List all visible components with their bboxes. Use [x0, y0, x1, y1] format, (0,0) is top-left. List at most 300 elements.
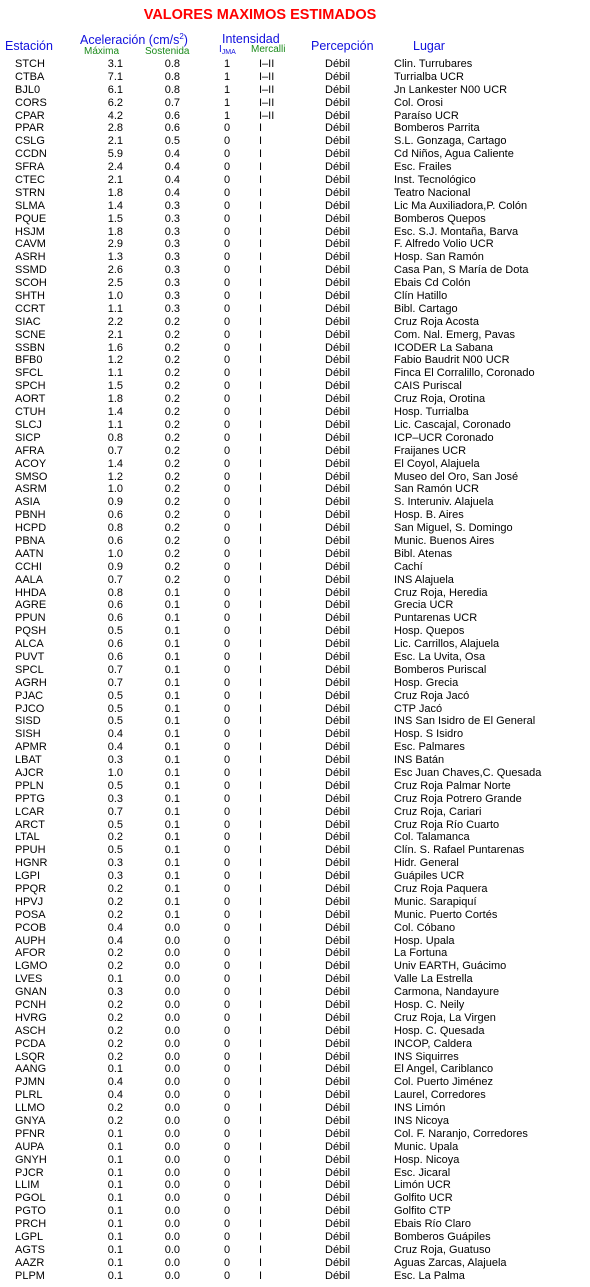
perception: Débil: [325, 676, 351, 689]
location: INCOP, Caldera: [394, 1037, 473, 1050]
location: Munic. Puerto Cortés: [394, 908, 498, 921]
accel-max: 0.3: [107, 870, 123, 883]
intensity-mercalli: I: [259, 1127, 263, 1140]
table-row: [0, 922, 590, 935]
table-row: [0, 625, 590, 638]
table-row: [0, 1270, 590, 1283]
table-row: [0, 458, 590, 471]
location: Col. Puerto Jiménez: [394, 1076, 494, 1089]
station-code: SCNE: [15, 328, 46, 341]
accel-max: 2.4: [107, 161, 123, 174]
station-code: CCHI: [15, 560, 42, 573]
perception: Débil: [325, 831, 351, 844]
table-row: [0, 561, 590, 574]
table-row: [0, 548, 590, 561]
accel-sustained: 0.1: [164, 599, 180, 612]
station-table: [0, 58, 590, 1283]
station-code: PCNH: [15, 999, 47, 1012]
perception: Débil: [325, 380, 351, 393]
accel-sustained: 0.0: [164, 1076, 180, 1089]
location: Cd Niños, Agua Caliente: [394, 148, 514, 161]
intensity-jma: 0: [223, 1269, 231, 1282]
accel-sustained: 0.3: [164, 251, 180, 264]
table-row: [0, 161, 590, 174]
location: Hosp. Turrialba: [394, 406, 469, 419]
location: Cruz Roja Jacó: [394, 689, 470, 702]
table-row: [0, 290, 590, 303]
intensity-mercalli: I: [259, 251, 263, 264]
table-row: [0, 122, 590, 135]
table-row: [0, 831, 590, 844]
accel-max: 0.2: [107, 1102, 123, 1115]
table-row: [0, 973, 590, 986]
intensity-mercalli: I: [259, 199, 263, 212]
intensity-jma: 0: [223, 560, 231, 573]
perception: Débil: [325, 1024, 351, 1037]
accel-sustained: 0.1: [164, 844, 180, 857]
station-code: AATN: [15, 547, 44, 560]
intensity-jma: 0: [223, 1115, 231, 1128]
table-row: [0, 445, 590, 458]
intensity-jma: 0: [223, 779, 231, 792]
accel-max: 0.5: [107, 818, 123, 831]
location: Clín Hatillo: [394, 290, 448, 303]
intensity-mercalli: I: [259, 290, 263, 303]
accel-sustained: 0.0: [164, 1153, 180, 1166]
accel-sustained: 0.1: [164, 728, 180, 741]
accel-sustained: 0.8: [164, 58, 180, 70]
location: Clín. S. Rafael Puntarenas: [394, 844, 525, 857]
location: Lic Ma Auxiliadora,P. Colón: [394, 199, 528, 212]
intensity-jma: 0: [223, 908, 231, 921]
header-estacion: Estación: [5, 39, 53, 53]
station-code: PUVT: [15, 650, 45, 663]
location: S. Interuniv. Alajuela: [394, 496, 494, 509]
table-row: [0, 793, 590, 806]
location: Cruz Roja, Orotina: [394, 393, 486, 406]
intensity-mercalli: I: [259, 444, 263, 457]
perception: Débil: [325, 754, 351, 767]
intensity-jma: 0: [223, 741, 231, 754]
intensity-mercalli: I: [259, 1140, 263, 1153]
intensity-jma: 0: [223, 792, 231, 805]
accel-sustained: 0.1: [164, 754, 180, 767]
accel-max: 2.1: [107, 328, 123, 341]
perception: Débil: [325, 818, 351, 831]
location: Guápiles UCR: [394, 870, 465, 883]
location: Turrialba UCR: [394, 70, 464, 83]
intensity-mercalli: I: [259, 650, 263, 663]
accel-sustained: 0.2: [164, 418, 180, 431]
location: Cruz Roja, Heredia: [394, 586, 488, 599]
location: Bomberos Puriscal: [394, 663, 487, 676]
accel-max: 0.2: [107, 1037, 123, 1050]
station-code: PCDA: [15, 1037, 46, 1050]
intensity-jma: 0: [223, 1127, 231, 1140]
perception: Débil: [325, 212, 351, 225]
intensity-jma: 0: [223, 650, 231, 663]
accel-sustained: 0.0: [164, 947, 180, 960]
accel-sustained: 0.3: [164, 212, 180, 225]
location: Inst. Tecnológico: [394, 174, 476, 187]
station-code: SFRA: [15, 161, 45, 174]
station-code: SSBN: [15, 341, 45, 354]
table-row: [0, 174, 590, 187]
intensity-mercalli: I: [259, 766, 263, 779]
table-row: [0, 303, 590, 316]
intensity-mercalli: I: [259, 225, 263, 238]
intensity-jma: 0: [223, 483, 231, 496]
table-row: [0, 71, 590, 84]
table-row: [0, 960, 590, 973]
location: INS Nicoya: [394, 1115, 450, 1128]
accel-sustained: 0.1: [164, 650, 180, 663]
accel-sustained: 0.8: [164, 83, 180, 96]
intensity-mercalli: I: [259, 728, 263, 741]
perception: Débil: [325, 109, 351, 122]
perception: Débil: [325, 573, 351, 586]
accel-max: 0.5: [107, 625, 123, 638]
perception: Débil: [325, 947, 351, 960]
intensity-jma: 0: [223, 290, 231, 303]
accel-max: 6.2: [107, 96, 123, 109]
station-code: HHDA: [15, 586, 47, 599]
intensity-mercalli: I: [259, 418, 263, 431]
accel-max: 0.2: [107, 895, 123, 908]
intensity-jma: 0: [223, 1063, 231, 1076]
accel-max: 0.4: [107, 728, 123, 741]
table-row: [0, 819, 590, 832]
intensity-jma: 0: [223, 393, 231, 406]
intensity-mercalli: I: [259, 302, 263, 315]
accel-sustained: 0.2: [164, 573, 180, 586]
location: Munic. Sarapiquí: [394, 895, 477, 908]
perception: Débil: [325, 547, 351, 560]
perception: Débil: [325, 238, 351, 251]
table-row: [0, 883, 590, 896]
accel-max: 0.1: [107, 1256, 123, 1269]
accel-max: 0.6: [107, 650, 123, 663]
station-code: PGTO: [15, 1205, 46, 1218]
accel-sustained: 0.0: [164, 1166, 180, 1179]
location: ICODER La Sabana: [394, 341, 494, 354]
intensity-jma: 1: [223, 109, 231, 122]
accel-max: 0.4: [107, 741, 123, 754]
accel-max: 0.6: [107, 612, 123, 625]
intensity-mercalli: I: [259, 264, 263, 277]
intensity-mercalli: I: [259, 792, 263, 805]
accel-max: 0.9: [107, 560, 123, 573]
perception: Débil: [325, 418, 351, 431]
accel-max: 7.1: [107, 70, 123, 83]
station-code: LGMO: [15, 960, 48, 973]
table-row: [0, 58, 590, 71]
intensity-jma: 0: [223, 174, 231, 187]
perception: Débil: [325, 186, 351, 199]
accel-sustained: 0.1: [164, 676, 180, 689]
perception: Débil: [325, 509, 351, 522]
intensity-jma: 0: [223, 212, 231, 225]
perception: Débil: [325, 973, 351, 986]
intensity-jma: 0: [223, 1050, 231, 1063]
intensity-mercalli: I: [259, 741, 263, 754]
accel-max: 0.4: [107, 934, 123, 947]
station-code: PFNR: [15, 1127, 45, 1140]
intensity-mercalli: I–II: [259, 83, 275, 96]
intensity-jma: 0: [223, 689, 231, 702]
accel-max: 0.3: [107, 986, 123, 999]
header-aceleracion: [80, 32, 188, 47]
intensity-jma: 0: [223, 857, 231, 870]
location: Teatro Nacional: [394, 186, 471, 199]
intensity-jma: 1: [223, 96, 231, 109]
intensity-mercalli: I: [259, 715, 263, 728]
perception: Débil: [325, 457, 351, 470]
intensity-jma: 0: [223, 148, 231, 161]
station-code: PPLN: [15, 779, 44, 792]
perception: Débil: [325, 986, 351, 999]
table-row: [0, 677, 590, 690]
table-row: [0, 1025, 590, 1038]
intensity-mercalli: I: [259, 702, 263, 715]
page-title: VALORES MAXIMOS ESTIMADOS: [143, 7, 377, 23]
location: Esc. Frailes: [394, 161, 452, 174]
subheader-sostenida: Sostenida: [145, 46, 190, 57]
intensity-mercalli: I: [259, 818, 263, 831]
perception: Débil: [325, 1243, 351, 1256]
table-row: [0, 1257, 590, 1270]
location: Bomberos Quepos: [394, 212, 486, 225]
intensity-jma: 0: [223, 122, 231, 135]
accel-sustained: 0.2: [164, 444, 180, 457]
intensity-jma: 0: [223, 1218, 231, 1231]
station-code: LCAR: [15, 805, 45, 818]
intensity-mercalli: I: [259, 135, 263, 148]
station-code: LSQR: [15, 1050, 45, 1063]
accel-sustained: 0.2: [164, 380, 180, 393]
intensity-mercalli: I: [259, 625, 263, 638]
accel-sustained: 0.1: [164, 625, 180, 638]
table-row: [0, 599, 590, 612]
station-code: PGOL: [15, 1192, 46, 1205]
location: Golfito UCR: [394, 1192, 453, 1205]
table-row: [0, 612, 590, 625]
intensity-jma: 0: [223, 612, 231, 625]
intensity-jma: 0: [223, 702, 231, 715]
intensity-jma: 0: [223, 264, 231, 277]
table-row: [0, 471, 590, 484]
intensity-mercalli: I: [259, 406, 263, 419]
intensity-mercalli: I: [259, 689, 263, 702]
accel-sustained: 0.1: [164, 586, 180, 599]
intensity-mercalli: I: [259, 1024, 263, 1037]
perception: Débil: [325, 328, 351, 341]
intensity-mercalli: I: [259, 238, 263, 251]
accel-sustained: 0.4: [164, 186, 180, 199]
location: Col. Cóbano: [394, 921, 456, 934]
station-code: SISH: [15, 728, 41, 741]
perception: Débil: [325, 367, 351, 380]
intensity-jma: 0: [223, 1140, 231, 1153]
perception: Débil: [325, 1166, 351, 1179]
header-aceleracion-text: Aceleración (cm/s: [80, 33, 180, 48]
table-row: [0, 806, 590, 819]
location: Lic. Carrillos, Alajuela: [394, 638, 500, 651]
accel-max: 1.1: [107, 418, 123, 431]
intensity-jma: 0: [223, 844, 231, 857]
location: Lic. Cascajal, Coronado: [394, 418, 511, 431]
intensity-jma: 0: [223, 161, 231, 174]
station-code: HGNR: [15, 857, 48, 870]
intensity-jma: 0: [223, 999, 231, 1012]
perception: Débil: [325, 1011, 351, 1024]
accel-sustained: 0.2: [164, 457, 180, 470]
intensity-jma: 0: [223, 277, 231, 290]
table-row: [0, 1063, 590, 1076]
intensity-mercalli: I: [259, 354, 263, 367]
location: Col. Orosi: [394, 96, 443, 109]
intensity-mercalli: I: [259, 1218, 263, 1231]
location: Cruz Roja Acosta: [394, 315, 479, 328]
intensity-mercalli: I: [259, 805, 263, 818]
station-code: BJL0: [15, 83, 41, 96]
intensity-mercalli: I: [259, 960, 263, 973]
intensity-mercalli: I–II: [259, 109, 275, 122]
table-row: [0, 896, 590, 909]
table-row: [0, 638, 590, 651]
subheader-jma: [219, 44, 236, 56]
table-row: [0, 909, 590, 922]
intensity-jma: 0: [223, 186, 231, 199]
intensity-jma: 0: [223, 328, 231, 341]
intensity-mercalli: I: [259, 1179, 263, 1192]
intensity-mercalli: I: [259, 1037, 263, 1050]
accel-max: 0.6: [107, 534, 123, 547]
accel-sustained: 0.0: [164, 1063, 180, 1076]
location: Hosp. San Ramón: [394, 251, 484, 264]
perception: Débil: [325, 264, 351, 277]
accel-sustained: 0.1: [164, 689, 180, 702]
perception: Débil: [325, 1192, 351, 1205]
table-row: [0, 509, 590, 522]
accel-sustained: 0.1: [164, 638, 180, 651]
intensity-jma: 0: [223, 1153, 231, 1166]
table-row: [0, 213, 590, 226]
location: INS Alajuela: [394, 573, 454, 586]
accel-max: 0.1: [107, 1231, 123, 1244]
station-code: CAVM: [15, 238, 46, 251]
accel-max: 2.1: [107, 135, 123, 148]
location: Hosp. C. Quesada: [394, 1024, 485, 1037]
table-row: [0, 1128, 590, 1141]
intensity-mercalli: I: [259, 895, 263, 908]
perception: Débil: [325, 483, 351, 496]
station-code: HPVJ: [15, 895, 44, 908]
accel-max: 1.8: [107, 186, 123, 199]
location: Munic. Upala: [394, 1140, 459, 1153]
table-row: [0, 251, 590, 264]
intensity-mercalli: I: [259, 315, 263, 328]
perception: Débil: [325, 161, 351, 174]
accel-sustained: 0.2: [164, 406, 180, 419]
table-row: [0, 703, 590, 716]
intensity-jma: 0: [223, 960, 231, 973]
location: Univ EARTH, Guácimo: [394, 960, 507, 973]
table-row: [0, 754, 590, 767]
intensity-jma: 0: [223, 895, 231, 908]
table-row: [0, 1076, 590, 1089]
perception: Débil: [325, 431, 351, 444]
accel-sustained: 0.2: [164, 315, 180, 328]
subheader-jma-sub: JMA: [221, 49, 236, 56]
perception: Débil: [325, 702, 351, 715]
location: Carmona, Nandayure: [394, 986, 500, 999]
location: Finca El Corralillo, Coronado: [394, 367, 535, 380]
intensity-jma: 0: [223, 934, 231, 947]
station-code: PBNH: [15, 509, 46, 522]
intensity-jma: 0: [223, 431, 231, 444]
intensity-jma: 1: [223, 70, 231, 83]
table-row: [0, 780, 590, 793]
accel-sustained: 0.8: [164, 70, 180, 83]
intensity-mercalli: I: [259, 1102, 263, 1115]
perception: Débil: [325, 779, 351, 792]
location: CAIS Puriscal: [394, 380, 462, 393]
accel-sustained: 0.0: [164, 1115, 180, 1128]
intensity-mercalli: I: [259, 934, 263, 947]
location: Hosp. B. Aires: [394, 509, 464, 522]
accel-sustained: 0.3: [164, 264, 180, 277]
header-lugar: Lugar: [413, 39, 445, 53]
perception: Débil: [325, 1102, 351, 1115]
accel-sustained: 0.2: [164, 522, 180, 535]
perception: Débil: [325, 999, 351, 1012]
location: Esc. La Uvita, Osa: [394, 650, 486, 663]
intensity-jma: 0: [223, 625, 231, 638]
intensity-mercalli: I: [259, 161, 263, 174]
table-row: [0, 238, 590, 251]
station-code: SHTH: [15, 290, 45, 303]
station-code: GNYA: [15, 1115, 46, 1128]
accel-sustained: 0.1: [164, 779, 180, 792]
perception: Débil: [325, 1127, 351, 1140]
accel-sustained: 0.4: [164, 174, 180, 187]
intensity-mercalli: I: [259, 483, 263, 496]
location: Fabio Baudrit N00 UCR: [394, 354, 510, 367]
accel-sustained: 0.3: [164, 302, 180, 315]
station-code: PPTG: [15, 792, 45, 805]
perception: Débil: [325, 934, 351, 947]
perception: Débil: [325, 225, 351, 238]
accel-sustained: 0.3: [164, 199, 180, 212]
accel-sustained: 0.2: [164, 560, 180, 573]
table-row: [0, 522, 590, 535]
intensity-mercalli: I: [259, 174, 263, 187]
location: Munic. Buenos Aires: [394, 534, 495, 547]
location: Esc. Palmares: [394, 741, 465, 754]
location: Bomberos Parrita: [394, 122, 480, 135]
station-code: ASCH: [15, 1024, 46, 1037]
accel-max: 1.2: [107, 470, 123, 483]
intensity-mercalli: I: [259, 148, 263, 161]
intensity-jma: 0: [223, 715, 231, 728]
station-code: AFRA: [15, 444, 45, 457]
intensity-jma: 0: [223, 509, 231, 522]
intensity-jma: 0: [223, 238, 231, 251]
station-code: AGRE: [15, 599, 47, 612]
station-code: PJCO: [15, 702, 45, 715]
accel-max: 0.2: [107, 1050, 123, 1063]
